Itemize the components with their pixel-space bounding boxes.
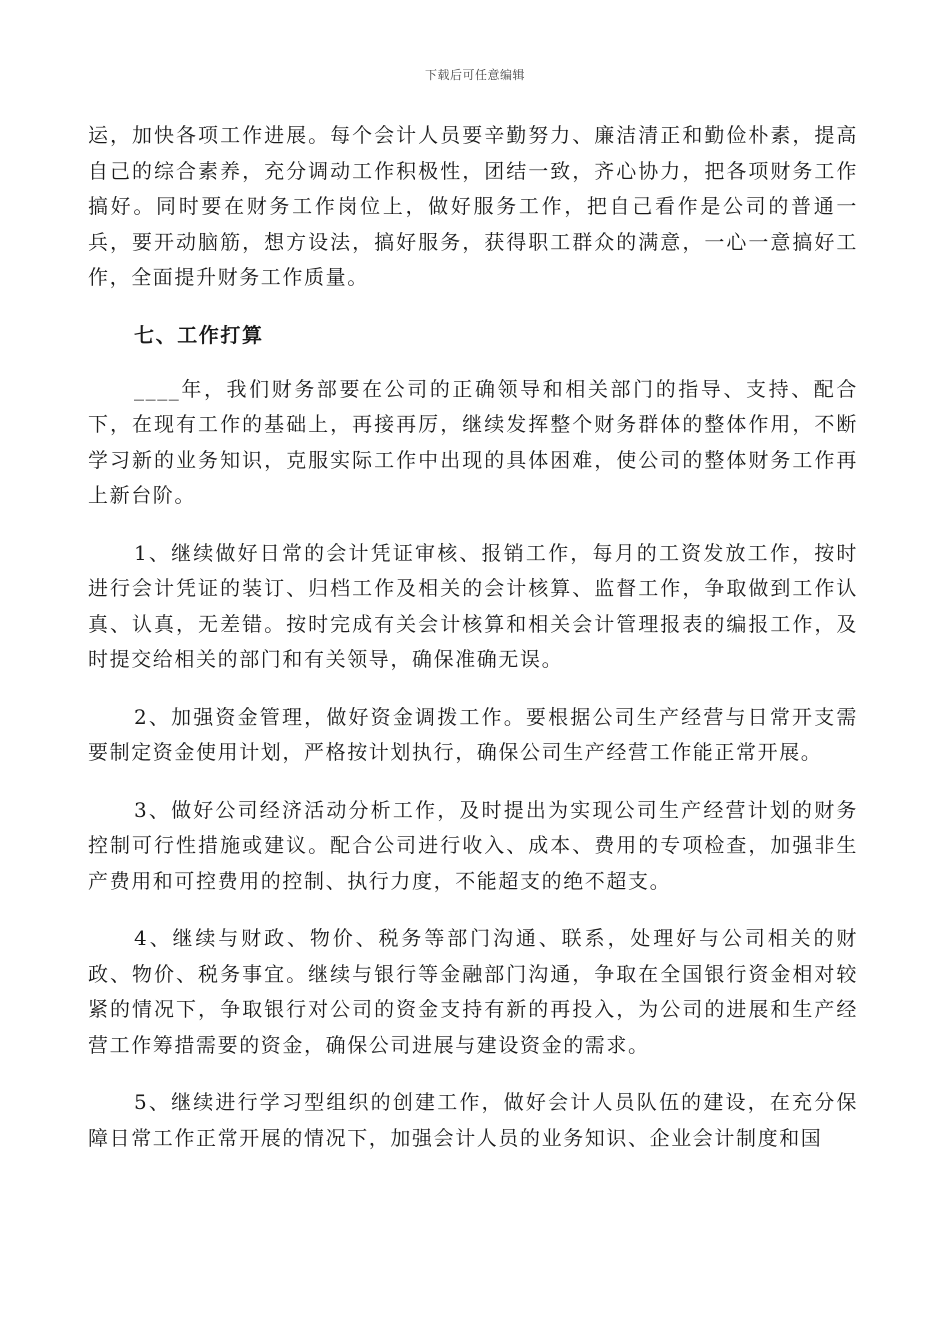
paragraph-gap — [88, 899, 858, 921]
paragraph-item-2: 2、加强资金管理，做好资金调拨工作。要根据公司生产经营与日常开支需要制定资金使用计划，严格按计划执行，确保公司生产经营工作能正常开展。 — [88, 704, 858, 764]
paragraph-item-5: 5、继续进行学习型组织的创建工作，做好会计人员队伍的建设，在充分保障日常工作正常开展的情况下，加强会计人员的业务知识、企业会计制度和国 — [88, 1090, 858, 1150]
paragraph-item-1: 1、继续做好日常的会计凭证审核、报销工作，每月的工资发放工作，按时进行会计凭证的装订、归档工作及相关的会计核算、监督工作，争取做到工作认真、认真，无差错。按时完成有关会计核算和相关会计管理报表的编报工作，及时提交给相关的部门和有关领导，确保准确无误。 — [88, 540, 858, 671]
paragraph-item-3: 3、做好公司经济活动分析工作，及时提出为实现公司生产经营计划的财务控制可行性措施或建议。配合公司进行收入、成本、费用的专项检查，加强非生产费用和可控费用的控制、执行力度，不能超支的绝不超支。 — [88, 797, 858, 893]
document-body — [88, 118, 858, 1156]
paragraph-gap — [88, 1063, 858, 1085]
paragraph-item-4: 4、继续与财政、物价、税务等部门沟通、联系，处理好与公司相关的财政、物价、税务事宜。继续与银行等金融部门沟通，争取在全国银行资金相对较紧的情况下，争取银行对公司的资金支持有新的再投入，为公司的进展和生产经营工作筹措需要的资金，确保公司进展与建设资金的需求。 — [88, 926, 858, 1057]
section-heading: 七、工作打算 — [134, 322, 264, 347]
paragraph-plan-intro: ____年，我们财务部要在公司的正确领导和相关部门的指导、支持、配合下，在现有工作的基础上，再接再厉，继续发挥整个财务群体的整体作用，不断学习新的业务知识，克服实际工作中出现的具体困难，使公司的整体财务工作再上新台阶。 — [88, 376, 858, 507]
paragraph-gap — [88, 678, 858, 700]
paragraph-continuation: 运，加快各项工作进展。每个会计人员要辛勤努力、廉洁清正和勤俭朴素，提高自己的综合素养，充分调动工作积极性，团结一致，齐心协力，把各项财务工作搞好。同时要在财务工作岗位上，做好服务工作，把自己看作是公司的普通一兵，要开动脑筋，想方设法，搞好服务，获得职工群众的满意，一心一意搞好工作，全面提升财务工作质量。 — [88, 123, 858, 289]
page-header: 下载后可任意编辑 — [424, 68, 525, 82]
paragraph-gap — [88, 771, 858, 793]
paragraph-gap — [88, 514, 858, 536]
